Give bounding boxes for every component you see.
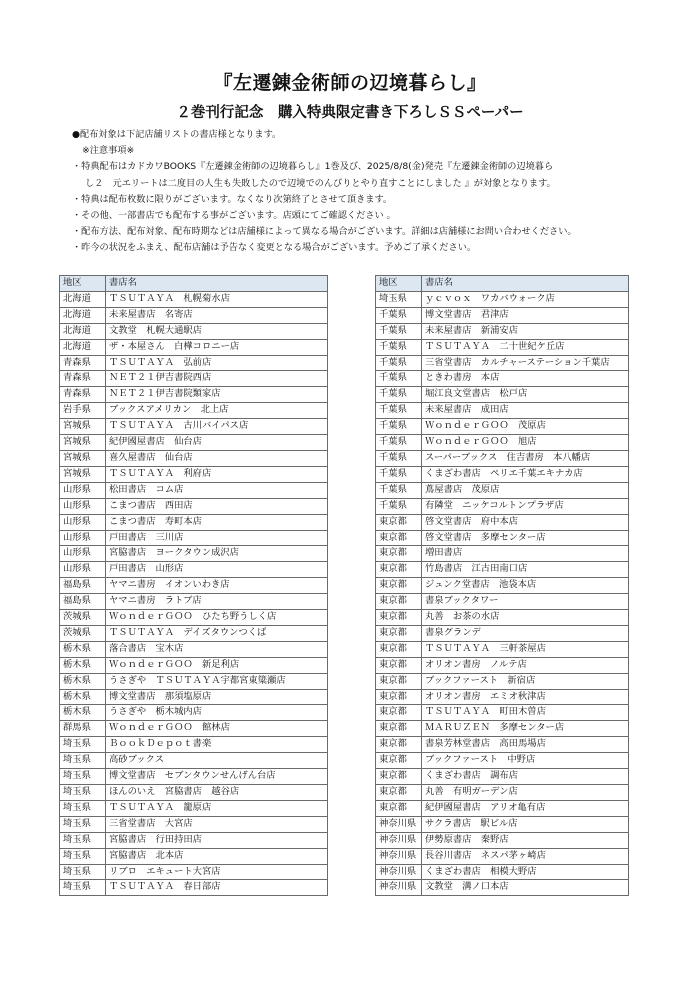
region-cell: 宮城県 [60, 466, 106, 482]
region-cell: 北海道 [60, 339, 106, 355]
region-cell: 東京都 [376, 641, 422, 657]
table-row [60, 339, 328, 355]
table-header-row [376, 276, 629, 292]
table-row [376, 387, 629, 403]
store-name-cell: 宮脇書店 北本店 [106, 848, 328, 864]
table-row [376, 880, 629, 896]
table-row [376, 450, 629, 466]
table-row [376, 546, 629, 562]
region-cell: 埼玉県 [376, 291, 422, 307]
table-row [376, 514, 629, 530]
region-cell: 宮城県 [60, 435, 106, 451]
region-cell: 神奈川県 [376, 848, 422, 864]
store-name-cell: ＷｏｎｄｅｒＧＯＯ 旭店 [422, 435, 629, 451]
column-header-store: 書店名 [106, 276, 328, 292]
region-cell: 千葉県 [376, 339, 422, 355]
table-row [60, 403, 328, 419]
table-row [60, 578, 328, 594]
table-row [376, 705, 629, 721]
region-cell: 栃木県 [60, 641, 106, 657]
region-cell: 千葉県 [376, 371, 422, 387]
store-name-cell: 有隣堂 ニッケコルトンプラザ店 [422, 498, 629, 514]
region-cell: 福島県 [60, 578, 106, 594]
store-name-cell: 高砂ブックス [106, 753, 328, 769]
table-row [376, 291, 629, 307]
table-row [376, 673, 629, 689]
region-cell: 青森県 [60, 387, 106, 403]
region-cell: 埼玉県 [60, 785, 106, 801]
table-row [376, 339, 629, 355]
table-row [60, 848, 328, 864]
store-name-cell: ＴＳＵＴＡＹＡ デイズタウンつくば [106, 625, 328, 641]
table-row [60, 753, 328, 769]
table-row [376, 594, 629, 610]
store-name-cell: ジュンク堂書店 池袋本店 [422, 578, 629, 594]
store-name-cell: 落合書店 宝木店 [106, 641, 328, 657]
column-header-store: 書店名 [422, 276, 629, 292]
store-name-cell: サクラ書店 駅ビル店 [422, 816, 629, 832]
table-row [376, 753, 629, 769]
table-row [60, 864, 328, 880]
region-cell: 山形県 [60, 498, 106, 514]
store-name-cell: ＢｏｏｋＤｅｐｏｔ書楽 [106, 737, 328, 753]
notes-header: ※注意事項※ [82, 145, 135, 157]
table-row [60, 435, 328, 451]
region-cell: 北海道 [60, 307, 106, 323]
store-name-cell: ＷｏｎｄｅｒＧＯＯ 館林店 [106, 721, 328, 737]
note-item: ・特典は配布枚数に限りがございます。なくなり次第終了とさせて頂きます。 [72, 193, 393, 205]
store-name-cell: 伊勢原書店 秦野店 [422, 832, 629, 848]
region-cell: 東京都 [376, 753, 422, 769]
store-name-cell: 丸善 有明ガーデン店 [422, 785, 629, 801]
region-cell: 埼玉県 [60, 737, 106, 753]
table-row [60, 785, 328, 801]
region-cell: 埼玉県 [60, 800, 106, 816]
table-row [376, 323, 629, 339]
region-cell: 東京都 [376, 578, 422, 594]
region-cell: 栃木県 [60, 673, 106, 689]
region-cell: 東京都 [376, 562, 422, 578]
store-name-cell: 増田書店 [422, 546, 629, 562]
table-row [376, 769, 629, 785]
region-cell: 山形県 [60, 514, 106, 530]
table-row [376, 816, 629, 832]
store-name-cell: 博文堂書店 君津店 [422, 307, 629, 323]
store-name-cell: ＴＳＵＴＡＹＡ 町田木曽店 [422, 705, 629, 721]
region-cell: 千葉県 [376, 466, 422, 482]
region-cell: 千葉県 [376, 403, 422, 419]
store-name-cell: 未来屋書店 成田店 [422, 403, 629, 419]
store-name-cell: 書泉ブックタワー [422, 594, 629, 610]
store-name-cell: 丸善 お茶の水店 [422, 610, 629, 626]
table-row [376, 578, 629, 594]
table-row [60, 371, 328, 387]
page-title: 『左遷錬金術師の辺境暮らし』 [213, 72, 487, 94]
region-cell: 東京都 [376, 625, 422, 641]
region-cell: 茨城県 [60, 625, 106, 641]
table-row [60, 721, 328, 737]
table-row [60, 800, 328, 816]
table-row [60, 530, 328, 546]
store-name-cell: ＷｏｎｄｅｒＧＯＯ 茂原店 [422, 419, 629, 435]
table-row [60, 323, 328, 339]
store-name-cell: ＴＳＵＴＡＹＡ 札幌菊水店 [106, 291, 328, 307]
table-row [376, 419, 629, 435]
store-name-cell: ＴＳＵＴＡＹＡ 三軒茶屋店 [422, 641, 629, 657]
store-name-cell: 文教堂 溝ノ口本店 [422, 880, 629, 896]
table-row [376, 371, 629, 387]
region-cell: 東京都 [376, 657, 422, 673]
region-cell: 千葉県 [376, 419, 422, 435]
table-row [376, 641, 629, 657]
table-row [60, 737, 328, 753]
region-cell: 東京都 [376, 769, 422, 785]
region-cell: 千葉県 [376, 498, 422, 514]
store-name-cell: スーパーブックス 住吉書房 本八幡店 [422, 450, 629, 466]
region-cell: 岩手県 [60, 403, 106, 419]
store-name-cell: リブロ エキュート大宮店 [106, 864, 328, 880]
notes-block [72, 127, 672, 257]
table-row [376, 800, 629, 816]
table-row [376, 832, 629, 848]
region-cell: 栃木県 [60, 689, 106, 705]
region-cell: 北海道 [60, 291, 106, 307]
store-name-cell: 啓文堂書店 多摩センター店 [422, 530, 629, 546]
store-name-cell: 松田書店 コム店 [106, 482, 328, 498]
table-row [60, 450, 328, 466]
table-row [376, 864, 629, 880]
region-cell: 東京都 [376, 800, 422, 816]
store-name-cell: ブックスアメリカン 北上店 [106, 403, 328, 419]
store-name-cell: ＷｏｎｄｅｒＧＯＯ 新足利店 [106, 657, 328, 673]
note-item: ・配布方法、配布対象、配布時期などは店舗様によって異なる場合がございます。詳細は店舗様にお問い合わせください。 [72, 226, 577, 238]
store-name-cell: オリオン書房 ノルテ店 [422, 657, 629, 673]
store-name-cell: ＭＡＲＵＺＥＮ 多摩センター店 [422, 721, 629, 737]
store-name-cell: 未来屋書店 名寄店 [106, 307, 328, 323]
store-name-cell: 未来屋書店 新浦安店 [422, 323, 629, 339]
region-cell: 東京都 [376, 737, 422, 753]
store-name-cell: 三省堂書店 大宮店 [106, 816, 328, 832]
region-cell: 千葉県 [376, 307, 422, 323]
region-cell: 栃木県 [60, 705, 106, 721]
store-name-cell: オリオン書房 エミオ秋津店 [422, 689, 629, 705]
region-cell: 北海道 [60, 323, 106, 339]
table-row [376, 498, 629, 514]
region-cell: 千葉県 [376, 435, 422, 451]
region-cell: 宮城県 [60, 450, 106, 466]
table-row [60, 816, 328, 832]
page-subtitle: ２巻刊行記念 購入特典限定書き下ろしＳＳペーパー [176, 105, 524, 121]
store-name-cell: うさぎや ＴＳＵＴＡＹＡ宇都宮東簗瀬店 [106, 673, 328, 689]
store-name-cell: 書泉グランデ [422, 625, 629, 641]
store-name-cell: 蔦屋書店 茂原店 [422, 482, 629, 498]
table-row [376, 737, 629, 753]
store-name-cell: こまつ書店 西田店 [106, 498, 328, 514]
store-name-cell: くまざわ書店 相模大野店 [422, 864, 629, 880]
region-cell: 千葉県 [376, 323, 422, 339]
store-name-cell: 戸田書店 山形店 [106, 562, 328, 578]
region-cell: 東京都 [376, 721, 422, 737]
region-cell: 東京都 [376, 610, 422, 626]
region-cell: 東京都 [376, 785, 422, 801]
store-name-cell: ブックファースト 新宿店 [422, 673, 629, 689]
region-cell: 神奈川県 [376, 832, 422, 848]
region-cell: 埼玉県 [60, 816, 106, 832]
store-list-left [59, 275, 328, 896]
region-cell: 東京都 [376, 689, 422, 705]
region-cell: 山形県 [60, 546, 106, 562]
table-row [60, 657, 328, 673]
store-name-cell: 文教堂 札幌大通駅店 [106, 323, 328, 339]
store-name-cell: 三省堂書店 カルチャーステーション千葉店 [422, 355, 629, 371]
region-cell: 千葉県 [376, 482, 422, 498]
store-name-cell: 宮脇書店 ヨークタウン成沢店 [106, 546, 328, 562]
store-name-cell: ｙｃｖｏｘ ワカバウォーク店 [422, 291, 629, 307]
region-cell: 東京都 [376, 530, 422, 546]
column-header-region: 地区 [376, 276, 422, 292]
region-cell: 埼玉県 [60, 832, 106, 848]
store-name-cell: 博文堂書店 那須塩原店 [106, 689, 328, 705]
store-name-cell: ヤマニ書房 イオンいわき店 [106, 578, 328, 594]
table-row [60, 419, 328, 435]
table-row [376, 307, 629, 323]
table-row [376, 562, 629, 578]
region-cell: 福島県 [60, 594, 106, 610]
table-row [376, 721, 629, 737]
table-row [60, 387, 328, 403]
region-cell: 宮城県 [60, 419, 106, 435]
store-name-cell: ＴＳＵＴＡＹＡ 籠原店 [106, 800, 328, 816]
region-cell: 山形県 [60, 482, 106, 498]
region-cell: 東京都 [376, 673, 422, 689]
region-cell: 埼玉県 [60, 753, 106, 769]
table-row [376, 403, 629, 419]
store-name-cell: ＴＳＵＴＡＹＡ 弘前店 [106, 355, 328, 371]
store-name-cell: くまざわ書店 調布店 [422, 769, 629, 785]
store-name-cell: くまざわ書店 ペリエ千葉エキナカ店 [422, 466, 629, 482]
region-cell: 千葉県 [376, 387, 422, 403]
table-row [376, 482, 629, 498]
store-name-cell: 戸田書店 三川店 [106, 530, 328, 546]
region-cell: 千葉県 [376, 450, 422, 466]
store-name-cell: 堀江良文堂書店 松戸店 [422, 387, 629, 403]
store-name-cell: 喜久屋書店 仙台店 [106, 450, 328, 466]
table-row [60, 355, 328, 371]
store-name-cell: 竹島書店 江古田南口店 [422, 562, 629, 578]
store-name-cell: うさぎや 栃木城内店 [106, 705, 328, 721]
table-row [60, 625, 328, 641]
store-name-cell: 啓文堂書店 府中本店 [422, 514, 629, 530]
store-name-cell: 博文堂書店 セブンタウンせんげん台店 [106, 769, 328, 785]
table-row [60, 498, 328, 514]
note-item: ・その他、一部書店でも配布する事がございます。店頭にてご確認ください 。 [72, 209, 396, 221]
store-name-cell: ＴＳＵＴＡＹＡ 二十世紀ケ丘店 [422, 339, 629, 355]
store-name-cell: こまつ書店 寿町本店 [106, 514, 328, 530]
store-name-cell: ＷｏｎｄｅｒＧＯＯ ひたち野うしく店 [106, 610, 328, 626]
store-name-cell: ＮＥＴ２１伊吉書院西店 [106, 371, 328, 387]
region-cell: 埼玉県 [60, 848, 106, 864]
distribution-target-note: ●配布対象は下記店舗リストの書店様となります。 [72, 129, 282, 140]
store-name-cell: ＴＳＵＴＡＹＡ 利府店 [106, 466, 328, 482]
store-list-right [375, 275, 629, 896]
table-row [376, 530, 629, 546]
store-name-cell: ＮＥＴ２１伊吉書院類家店 [106, 387, 328, 403]
table-row [60, 562, 328, 578]
region-cell: 群馬県 [60, 721, 106, 737]
region-cell: 東京都 [376, 546, 422, 562]
region-cell: 山形県 [60, 530, 106, 546]
store-name-cell: ヤマニ書房 ラトブ店 [106, 594, 328, 610]
table-row [376, 355, 629, 371]
region-cell: 栃木県 [60, 657, 106, 673]
store-name-cell: ほんのいえ 宮脇書店 越谷店 [106, 785, 328, 801]
table-row [376, 435, 629, 451]
store-name-cell: ザ・本屋さん 白樺コロニー店 [106, 339, 328, 355]
table-row [376, 657, 629, 673]
region-cell: 神奈川県 [376, 816, 422, 832]
table-row [376, 625, 629, 641]
table-row [60, 291, 328, 307]
store-name-cell: ブックファースト 中野店 [422, 753, 629, 769]
region-cell: 青森県 [60, 355, 106, 371]
note-item: ・特典配布はカドカワBOOKS『左遷錬金術師の辺境暮らし』1巻及び、2025/8/8(金)発売『左遷錬金術師の辺境暮ら [72, 161, 554, 173]
table-row [60, 546, 328, 562]
table-row [376, 466, 629, 482]
store-name-cell: ときわ書房 本店 [422, 371, 629, 387]
region-cell: 東京都 [376, 514, 422, 530]
store-name-cell: ＴＳＵＴＡＹＡ 古川バイパス店 [106, 419, 328, 435]
region-cell: 青森県 [60, 371, 106, 387]
note-item: ・昨今の状況をふまえ、配布店舗は予告なく変更となる場合がございます。予めご了承ください。 [72, 242, 477, 254]
region-cell: 神奈川県 [376, 880, 422, 896]
table-row [376, 610, 629, 626]
store-name-cell: 紀伊國屋書店 アリオ亀有店 [422, 800, 629, 816]
region-cell: 千葉県 [376, 355, 422, 371]
store-name-cell: ＴＳＵＴＡＹＡ 春日部店 [106, 880, 328, 896]
table-row [376, 785, 629, 801]
region-cell: 東京都 [376, 705, 422, 721]
table-row [60, 689, 328, 705]
table-row [60, 307, 328, 323]
table-row [60, 832, 328, 848]
table-row [60, 514, 328, 530]
table-row [60, 466, 328, 482]
region-cell: 埼玉県 [60, 864, 106, 880]
table-row [376, 689, 629, 705]
column-header-region: 地区 [60, 276, 106, 292]
region-cell: 山形県 [60, 562, 106, 578]
table-row [60, 482, 328, 498]
table-row [376, 848, 629, 864]
note-item-continuation: し２ 元エリートは二度目の人生も失敗したので辺境でのんびりとやり直すことにしました 』が対象となります。 [85, 177, 556, 189]
region-cell: 東京都 [376, 594, 422, 610]
table-row [60, 705, 328, 721]
table-row [60, 769, 328, 785]
table-row [60, 673, 328, 689]
region-cell: 埼玉県 [60, 880, 106, 896]
table-row [60, 880, 328, 896]
table-row [60, 610, 328, 626]
table-row [60, 641, 328, 657]
store-name-cell: 書泉芳林堂書店 高田馬場店 [422, 737, 629, 753]
table-row [60, 594, 328, 610]
region-cell: 茨城県 [60, 610, 106, 626]
store-name-cell: 宮脇書店 行田持田店 [106, 832, 328, 848]
store-name-cell: 紀伊國屋書店 仙台店 [106, 435, 328, 451]
region-cell: 神奈川県 [376, 864, 422, 880]
table-header-row [60, 276, 328, 292]
region-cell: 埼玉県 [60, 769, 106, 785]
store-name-cell: 長谷川書店 ネスパ茅ヶ崎店 [422, 848, 629, 864]
